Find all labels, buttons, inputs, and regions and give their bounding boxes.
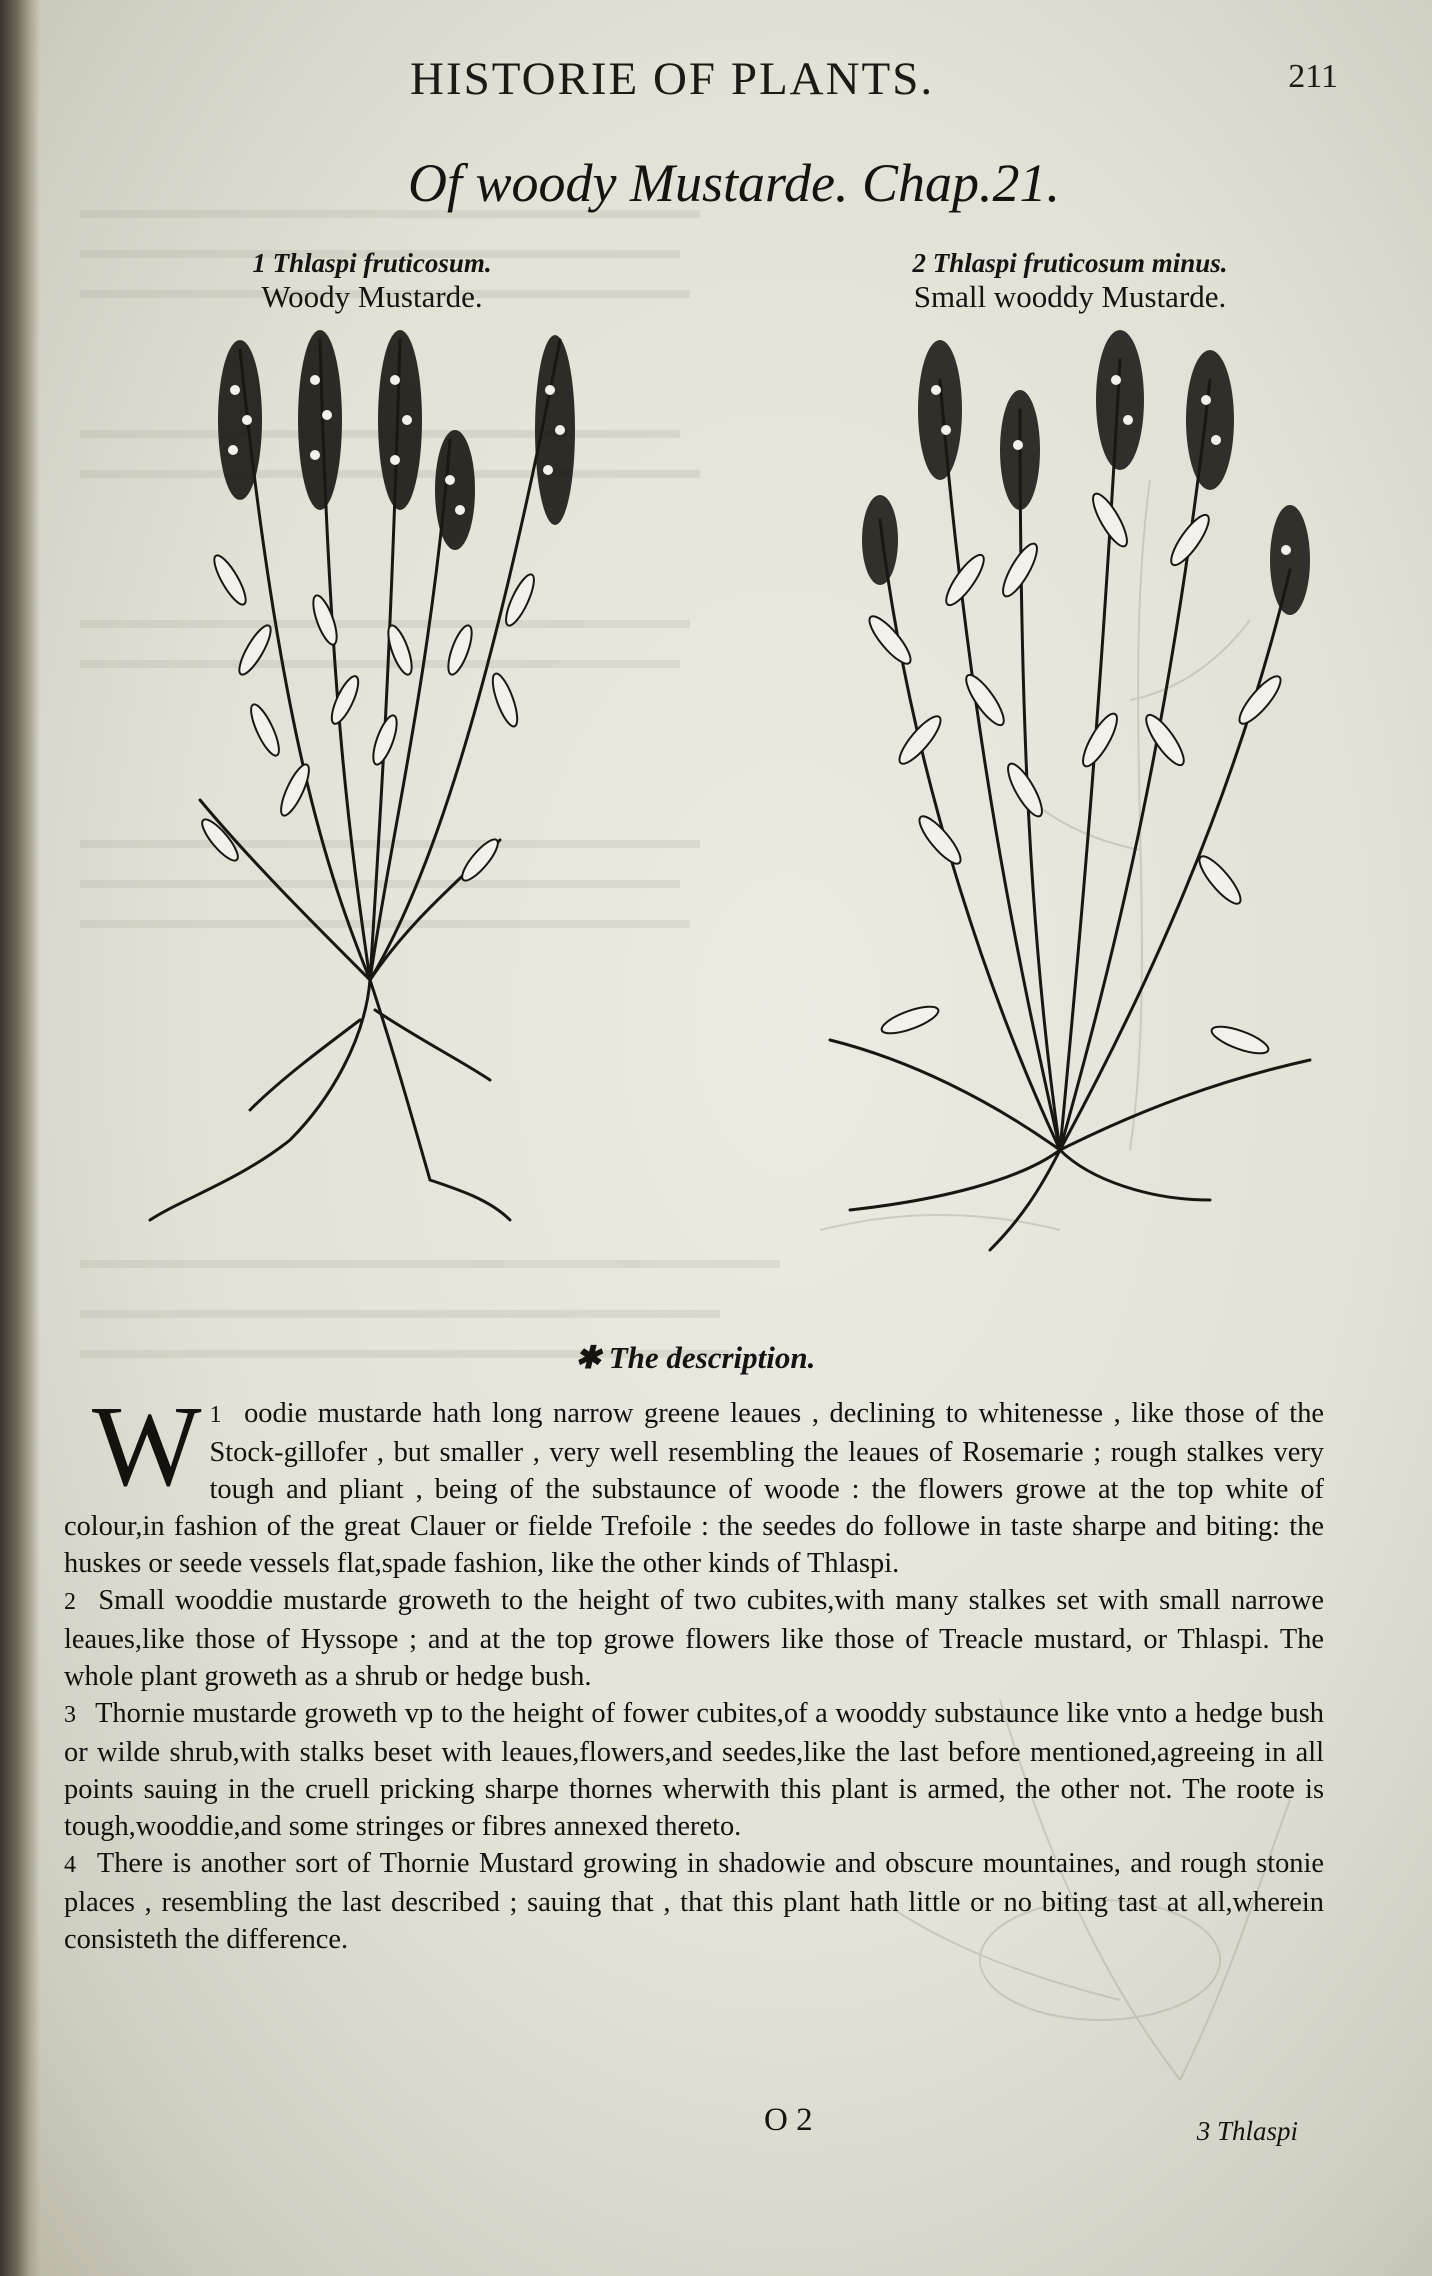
small-wooddy-mustarde-woodcut <box>790 320 1350 1280</box>
section-heading: ✱ The description. <box>575 1340 816 1375</box>
paragraph-text: There is another sort of Thornie Mustard growing in shadowie and obscure mountaines, and rough stonie places , resembling the last described ; sauing that , that this plant hath little or no biting tast at all,wherein consisteth the difference. <box>64 1848 1324 1955</box>
figure-2-latin-name: 2 Thlaspi fruticosum minus. <box>912 248 1228 278</box>
running-head: HISTORIE OF PLANTS. <box>410 53 935 105</box>
paragraph-1 <box>64 1383 1324 1582</box>
woody-mustarde-woodcut <box>130 320 610 1250</box>
figure-2-english-name: Small wooddy Mustarde. <box>913 279 1227 314</box>
figure-1-caption <box>222 248 522 315</box>
figure-2-caption <box>885 248 1255 315</box>
paragraph-number: 2 <box>64 1589 76 1615</box>
paragraph-number: 4 <box>64 1852 76 1878</box>
catchword: 3 Thlaspi <box>1196 2116 1298 2146</box>
drop-cap: W <box>92 1383 202 1511</box>
paragraph-3 <box>64 1695 1324 1845</box>
chapter-title: Of woody Mustarde. Chap.21. <box>408 153 1060 213</box>
paragraph-2 <box>64 1582 1324 1695</box>
paragraph-number: 3 <box>64 1702 76 1728</box>
figure-1-latin-name: 1 Thlaspi fruticosum. <box>252 248 492 278</box>
paragraph-4 <box>64 1845 1324 1958</box>
paragraph-text: Thornie mustarde groweth vp to the height of fower cubites,of a wooddy substaunce like vnto a hedge bush or wilde shrub,with stalks beset with leaues,flowers,and seedes,like the last before mentioned,agreeing in all points sauing in the cruell pricking sharpe thornes wherwith this plant is armed, the other not. The roote is tough,wooddie,and some stringes or fibres annexed thereto. <box>64 1698 1324 1842</box>
page-number: 211 <box>1288 58 1338 95</box>
description-text <box>64 1383 1324 1958</box>
paragraph-text: oodie mustarde hath long narrow greene leaues , declining to whitenesse , like those of the Stock-gillofer , but smaller , very well resembling the leaues of Rosemarie ; rough stalkes very tough and pliant , being of the substaunce of woode : the flowers growe at the top white of colour,in fashion of the great Clauer or fielde Trefoile : the seedes do followe in taste sharpe and biting: the huskes or seede vessels flat,spade fashion, like the other kinds of Thlaspi. <box>64 1398 1324 1579</box>
paragraph-text: Small wooddie mustarde groweth to the height of two cubites,with many stalkes set with small narrowe leaues,like those of Hyssope ; and at the top growe flowers like those of Treacle mustard, or Thlaspi. The whole plant groweth as a shrub or hedge bush. <box>64 1585 1324 1692</box>
signature-mark: O 2 <box>764 2102 813 2138</box>
figure-1-english-name: Woody Mustarde. <box>261 279 483 314</box>
paragraph-number: 1 <box>209 1402 222 1428</box>
